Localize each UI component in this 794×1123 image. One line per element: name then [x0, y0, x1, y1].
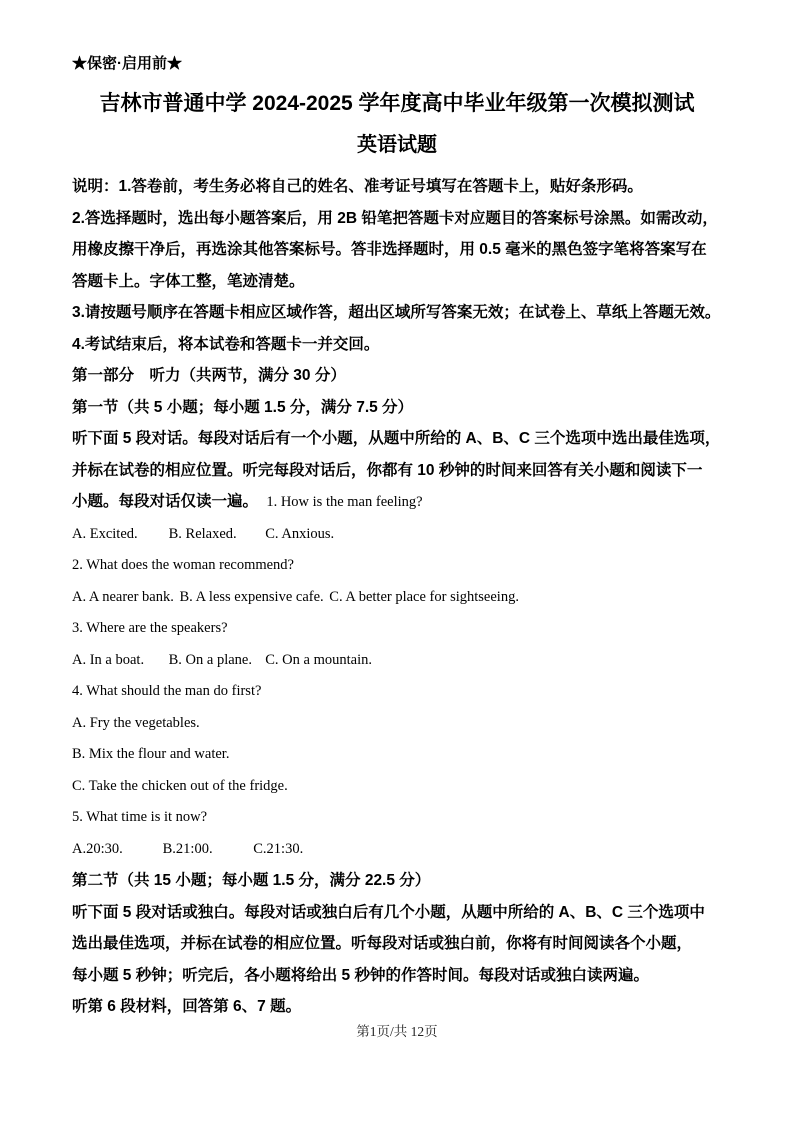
- question-2-text: 2. What does the woman recommend?: [72, 557, 294, 573]
- question-5-option-b: B.21:00.: [162, 840, 213, 857]
- section1-intro-tail: 小题。每段对话仅读一遍。: [72, 493, 259, 510]
- part1-section1-heading: 第一节（共 5 小题；每小题 1.5 分，满分 7.5 分）: [72, 398, 414, 416]
- section1-intro-line-3-with-question-1: [72, 486, 722, 519]
- question-3-text: 3. Where are the speakers?: [72, 620, 228, 636]
- question-5-option-c: C.21:30.: [253, 840, 304, 857]
- instruction-line-6: 4.考试结束后，将本试卷和答题卡一并交回。: [72, 335, 380, 353]
- page-title: 吉林市普通中学 2024-2025 学年度高中毕业年级第一次模拟测试: [99, 92, 695, 115]
- question-1-text: 1. How is the man feeling?: [266, 494, 423, 510]
- question-1-option-b: B. Relaxed.: [168, 525, 237, 542]
- question-2-option-a: A. A nearer bank.: [72, 588, 174, 605]
- security-notice: ★保密·启用前★: [72, 55, 182, 72]
- page-subtitle: 英语试题: [357, 134, 437, 156]
- part1-heading: 第一部分 听力（共两节，满分 30 分）: [72, 367, 346, 384]
- question-3-option-a: A. In a boat.: [72, 651, 145, 668]
- section2-intro-line-3: 每小题 5 秒钟；听完后，各小题将给出 5 秒钟的作答时间。每段对话或独白读两遍。: [72, 966, 649, 984]
- question-3-options: [72, 645, 722, 677]
- question-4-option-a: A. Fry the vegetables.: [72, 714, 200, 731]
- instruction-line-4: 答题卡上。字体工整，笔迹清楚。: [72, 272, 305, 290]
- question-2-option-c: C. A better place for sightseeing.: [329, 588, 519, 605]
- question-4-option-c: C. Take the chicken out of the fridge.: [72, 777, 288, 794]
- question-3-option-b: B. On a plane.: [168, 651, 252, 668]
- question-5-text: 5. What time is it now?: [72, 809, 208, 825]
- instruction-line-1: 说明：1.答卷前，考生务必将自己的姓名、准考证号填写在答题卡上，贴好条形码。: [72, 178, 643, 195]
- question-2-options: [72, 582, 722, 614]
- part1-section2-heading: 第二节（共 15 小题；每小题 1.5 分，满分 22.5 分）: [72, 872, 431, 889]
- question-5-option-a: A.20:30.: [72, 840, 123, 857]
- page-number-footer: 第1页/共 12页: [356, 1024, 438, 1039]
- question-5-options: [72, 834, 722, 866]
- section1-intro-line-2: 并标在试卷的相应位置。听完每段对话后，你都有 10 秒钟的时间来回答有关小题和阅读下一: [72, 461, 703, 479]
- question-3-option-c: C. On a mountain.: [265, 651, 372, 668]
- section2-intro-line-1: 听下面 5 段对话或独白。每段对话或独白后有几个小题，从题中所给的 A、B、C 三个选项中: [72, 903, 705, 921]
- question-1-option-c: C. Anxious.: [265, 525, 335, 542]
- question-4-text: 4. What should the man do first?: [72, 683, 262, 699]
- question-2-option-b: B. A less expensive cafe.: [179, 588, 324, 605]
- section2-material-note: 听第 6 段材料，回答第 6、7 题。: [72, 998, 302, 1015]
- instruction-line-5: 3.请按题号顺序在答题卡相应区域作答，超出区域所写答案无效；在试卷上、草纸上答题无效。: [72, 304, 721, 321]
- question-1-options: [72, 519, 722, 551]
- section1-intro-line-1: 听下面 5 段对话。每段对话后有一个小题，从题中所给的 A、B、C 三个选项中选出最佳选项，: [72, 430, 721, 447]
- section2-intro-line-2: 选出最佳选项，并标在试卷的相应位置。听每段对话或独白前，你将有时间阅读各个小题，: [72, 935, 693, 952]
- instruction-line-2: 2.答选择题时，选出每小题答案后，用 2B 铅笔把答题卡对应题目的答案标号涂黑。如需改动，: [72, 209, 718, 227]
- question-4-option-b: B. Mix the flour and water.: [72, 746, 230, 762]
- instruction-line-3: 用橡皮擦干净后，再选涂其他答案标号。答非选择题时，用 0.5 毫米的黑色签字笔将答案写在: [72, 241, 707, 258]
- question-1-option-a: A. Excited.: [72, 525, 138, 542]
